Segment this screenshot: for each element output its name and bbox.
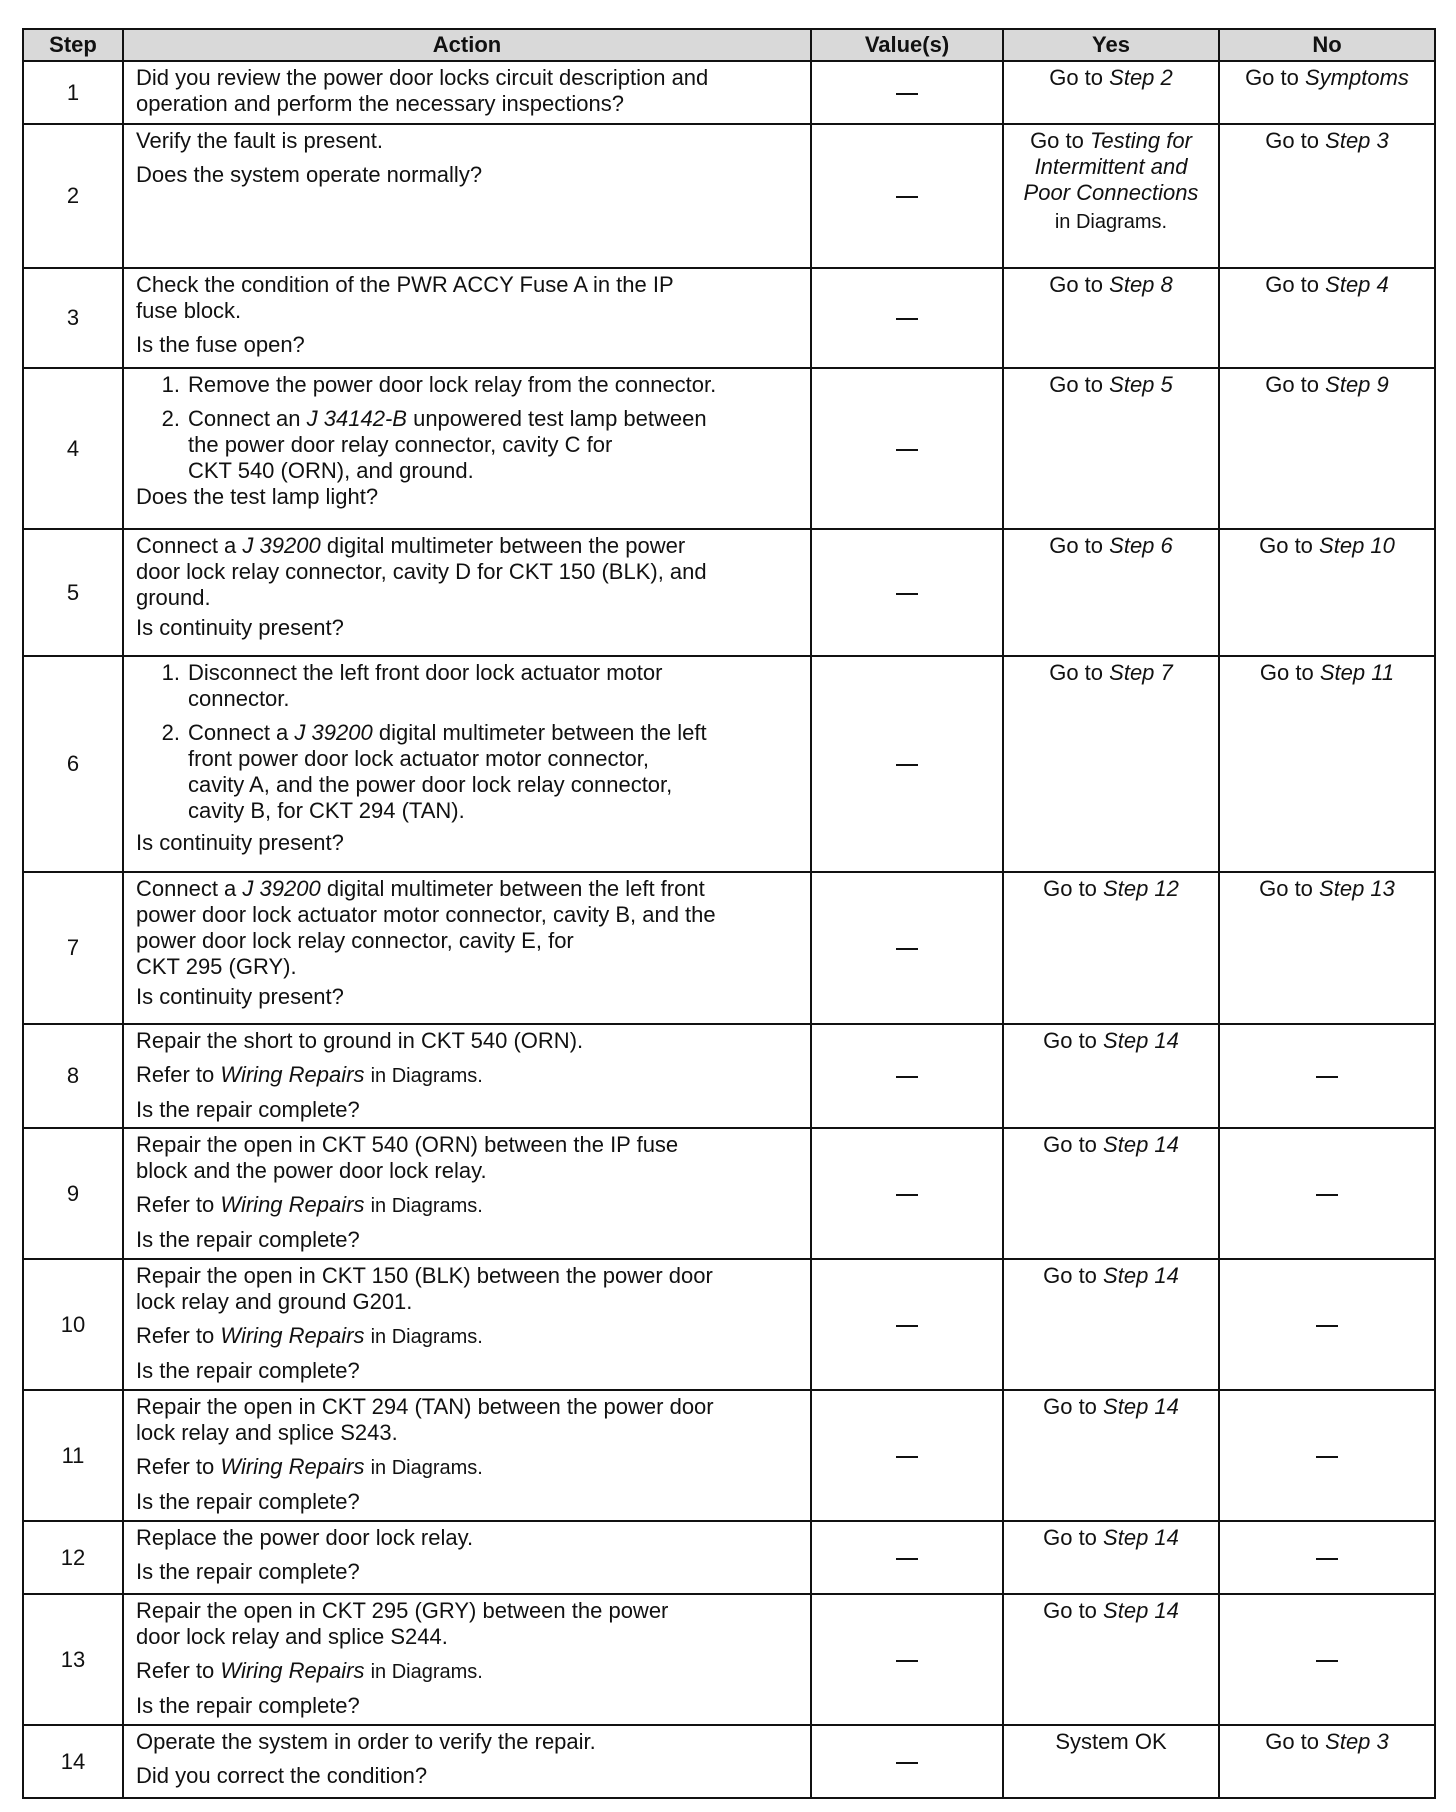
value-dash <box>896 948 918 950</box>
action-text: door lock relay connector, cavity D for CKT 150 (BLK), and <box>136 559 707 584</box>
no-dash <box>1316 1660 1338 1662</box>
value-dash <box>896 1325 918 1327</box>
header-action: Action <box>123 29 811 61</box>
table-row <box>23 1390 1435 1521</box>
action-text: power door lock actuator motor connector, cavity B, and the <box>136 902 716 927</box>
action-cell <box>123 656 811 872</box>
no-cell <box>1219 529 1435 656</box>
action-text: lock relay and splice S243. <box>136 1420 398 1445</box>
no-outcome: Go to Step 4 <box>1265 272 1389 297</box>
step-number: 3 <box>23 268 123 368</box>
value-cell <box>811 124 1003 268</box>
no-dash <box>1316 1194 1338 1196</box>
yes-outcome: Go to Step 14 <box>1043 1394 1179 1419</box>
value-cell <box>811 1390 1003 1521</box>
step-number: 14 <box>23 1725 123 1798</box>
action-cell <box>123 1128 811 1259</box>
action-cell <box>123 1594 811 1725</box>
value-dash <box>896 1660 918 1662</box>
value-dash <box>896 1194 918 1196</box>
value-cell <box>811 872 1003 1024</box>
action-text: Did you review the power door locks circuit description and <box>136 65 709 90</box>
tool-number: J 39200 <box>294 720 373 745</box>
refer-text: Refer to Wiring Repairs in Diagrams. <box>136 1454 483 1479</box>
no-cell <box>1219 61 1435 124</box>
yes-cell <box>1003 1024 1219 1128</box>
value-cell <box>811 1024 1003 1128</box>
substep-list <box>136 660 800 824</box>
no-outcome: Go to Step 10 <box>1259 533 1395 558</box>
table-row <box>23 1128 1435 1259</box>
value-dash <box>896 1558 918 1560</box>
action-text: Repair the open in CKT 150 (BLK) between the power door <box>136 1263 713 1288</box>
value-cell <box>811 529 1003 656</box>
action-text: operation and perform the necessary inspections? <box>136 91 624 116</box>
no-outcome: Go to Step 3 <box>1265 1729 1389 1754</box>
yes-outcome: Go to Step 12 <box>1043 876 1179 901</box>
no-cell <box>1219 268 1435 368</box>
step-number: 11 <box>23 1390 123 1521</box>
question-text: Is the repair complete? <box>136 1097 360 1122</box>
value-dash <box>896 1076 918 1078</box>
yes-outcome: Go to Step 8 <box>1049 272 1173 297</box>
step-number: 6 <box>23 656 123 872</box>
action-cell <box>123 1521 811 1594</box>
table-row <box>23 656 1435 872</box>
step-number: 4 <box>23 368 123 529</box>
action-text: Check the condition of the PWR ACCY Fuse A in the IP <box>136 272 674 297</box>
action-cell <box>123 268 811 368</box>
no-cell <box>1219 1521 1435 1594</box>
action-text: Verify the fault is present. <box>136 128 384 153</box>
action-text: fuse block. <box>136 298 242 323</box>
yes-outcome: Go to Step 5 <box>1049 372 1173 397</box>
no-outcome: Go to Symptoms <box>1245 65 1409 90</box>
refer-text: Refer to Wiring Repairs in Diagrams. <box>136 1192 483 1217</box>
action-cell <box>123 124 811 268</box>
no-cell <box>1219 656 1435 872</box>
header-values: Value(s) <box>811 29 1003 61</box>
step-number: 8 <box>23 1024 123 1128</box>
yes-outcome: Go to Step 6 <box>1049 533 1173 558</box>
action-cell <box>123 1259 811 1390</box>
yes-outcome: Go to Step 14 <box>1043 1525 1179 1550</box>
substep: 1. Remove the power door lock relay from the connector. <box>161 372 717 397</box>
action-text: Replace the power door lock relay. <box>136 1525 474 1550</box>
tool-number: J 39200 <box>242 876 321 901</box>
table-row <box>23 1024 1435 1128</box>
step-number: 1 <box>23 61 123 124</box>
step-number: 5 <box>23 529 123 656</box>
yes-outcome: Go to Step 2 <box>1049 65 1173 90</box>
diagnostic-table <box>22 28 1436 1799</box>
no-dash <box>1316 1456 1338 1458</box>
value-cell <box>811 1594 1003 1725</box>
yes-cell <box>1003 1390 1219 1521</box>
value-dash <box>896 764 918 766</box>
action-text: Operate the system in order to verify the repair. <box>136 1729 596 1754</box>
question-text: Is the repair complete? <box>136 1559 360 1584</box>
action-text: block and the power door lock relay. <box>136 1158 487 1183</box>
table-row <box>23 1259 1435 1390</box>
yes-cell <box>1003 1259 1219 1390</box>
action-text: Repair the open in CKT 540 (ORN) between the IP fuse <box>136 1132 679 1157</box>
yes-cell <box>1003 268 1219 368</box>
question-text: Is the repair complete? <box>136 1227 360 1252</box>
substep: 2. Connect a J 39200 digital multimeter between the left front power door lock actuator motor connector, cavity A, and the power door lock relay connector, cavity B, for CKT 294 (TAN). <box>161 720 707 823</box>
value-dash <box>896 1456 918 1458</box>
action-cell <box>123 368 811 529</box>
action-text: CKT 295 (GRY). <box>136 954 297 979</box>
substep: 1. Disconnect the left front door lock actuator motor connector. <box>161 660 663 711</box>
yes-outcome: Go to Step 14 <box>1043 1028 1179 1053</box>
step-number: 7 <box>23 872 123 1024</box>
header-yes: Yes <box>1003 29 1219 61</box>
action-cell <box>123 61 811 124</box>
no-cell <box>1219 1128 1435 1259</box>
substep-list <box>136 372 800 484</box>
value-cell <box>811 656 1003 872</box>
question-text: Is continuity present? <box>136 830 344 855</box>
value-cell <box>811 1259 1003 1390</box>
value-dash <box>896 449 918 451</box>
yes-cell <box>1003 1128 1219 1259</box>
table-row <box>23 1725 1435 1798</box>
step-number: 10 <box>23 1259 123 1390</box>
yes-cell <box>1003 529 1219 656</box>
refer-text: Refer to Wiring Repairs in Diagrams. <box>136 1062 483 1087</box>
yes-cell <box>1003 1594 1219 1725</box>
action-cell <box>123 1725 811 1798</box>
question-text: Is the repair complete? <box>136 1489 360 1514</box>
question-text: Is continuity present? <box>136 984 344 1009</box>
no-dash <box>1316 1076 1338 1078</box>
action-cell <box>123 1024 811 1128</box>
action-text: Connect a J 39200 digital multimeter between the left front <box>136 876 705 901</box>
header-step: Step <box>23 29 123 61</box>
header-row <box>23 29 1435 61</box>
step-number: 9 <box>23 1128 123 1259</box>
step-number: 12 <box>23 1521 123 1594</box>
no-outcome: Go to Step 9 <box>1265 372 1389 397</box>
no-cell <box>1219 1725 1435 1798</box>
value-cell <box>811 1521 1003 1594</box>
action-text: Repair the short to ground in CKT 540 (ORN). <box>136 1028 584 1053</box>
yes-cell <box>1003 368 1219 529</box>
value-cell <box>811 61 1003 124</box>
value-cell <box>811 1725 1003 1798</box>
value-cell <box>811 268 1003 368</box>
action-text: ground. <box>136 585 211 610</box>
action-text: Repair the open in CKT 295 (GRY) between the power <box>136 1598 669 1623</box>
no-cell <box>1219 124 1435 268</box>
value-cell <box>811 368 1003 529</box>
yes-cell <box>1003 1521 1219 1594</box>
no-dash <box>1316 1325 1338 1327</box>
substep: 2. Connect an J 34142-B unpowered test lamp between the power door relay connector, cavity C for CKT 540 (ORN), and ground. <box>161 406 707 483</box>
no-cell <box>1219 1594 1435 1725</box>
table-row <box>23 1521 1435 1594</box>
no-cell <box>1219 1024 1435 1128</box>
question-text: Is the repair complete? <box>136 1358 360 1383</box>
no-cell <box>1219 872 1435 1024</box>
question-text: Is the repair complete? <box>136 1693 360 1718</box>
no-cell <box>1219 1259 1435 1390</box>
tool-number: J 39200 <box>242 533 321 558</box>
table-row <box>23 529 1435 656</box>
action-text: door lock relay and splice S244. <box>136 1624 448 1649</box>
action-text: power door lock relay connector, cavity E, for <box>136 928 574 953</box>
table-row <box>23 872 1435 1024</box>
no-dash <box>1316 1558 1338 1560</box>
no-cell <box>1219 1390 1435 1521</box>
action-text: lock relay and ground G201. <box>136 1289 413 1314</box>
yes-cell <box>1003 61 1219 124</box>
yes-outcome: Go to Testing for Intermittent and Poor Connections in Diagrams. <box>1023 128 1199 233</box>
yes-cell <box>1003 656 1219 872</box>
action-cell <box>123 872 811 1024</box>
tool-number: J 34142-B <box>306 406 407 431</box>
refer-text: Refer to Wiring Repairs in Diagrams. <box>136 1323 483 1348</box>
table-row <box>23 268 1435 368</box>
yes-outcome: Go to Step 14 <box>1043 1132 1179 1157</box>
yes-outcome: System OK <box>1055 1729 1167 1754</box>
table-row <box>23 1594 1435 1725</box>
no-outcome: Go to Step 3 <box>1265 128 1389 153</box>
table-row <box>23 368 1435 529</box>
value-dash <box>896 1762 918 1764</box>
table-row <box>23 124 1435 268</box>
value-cell <box>811 1128 1003 1259</box>
value-dash <box>896 593 918 595</box>
yes-cell <box>1003 872 1219 1024</box>
refer-text: Refer to Wiring Repairs in Diagrams. <box>136 1658 483 1683</box>
action-text: Connect a J 39200 digital multimeter between the power <box>136 533 686 558</box>
value-dash <box>896 93 918 95</box>
value-dash <box>896 196 918 198</box>
yes-cell <box>1003 1725 1219 1798</box>
table-row <box>23 61 1435 124</box>
question-text: Did you correct the condition? <box>136 1763 428 1788</box>
yes-outcome: Go to Step 14 <box>1043 1263 1179 1288</box>
no-cell <box>1219 368 1435 529</box>
no-outcome: Go to Step 11 <box>1259 660 1395 685</box>
question-text: Does the test lamp light? <box>136 484 379 509</box>
question-text: Does the system operate normally? <box>136 162 483 187</box>
action-cell <box>123 529 811 656</box>
yes-outcome: Go to Step 14 <box>1043 1598 1179 1623</box>
question-text: Is continuity present? <box>136 615 344 640</box>
yes-outcome: Go to Step 7 <box>1049 660 1173 685</box>
step-number: 2 <box>23 124 123 268</box>
header-no: No <box>1219 29 1435 61</box>
yes-cell <box>1003 124 1219 268</box>
action-text: Repair the open in CKT 294 (TAN) between the power door <box>136 1394 714 1419</box>
question-text: Is the fuse open? <box>136 332 305 357</box>
no-outcome: Go to Step 13 <box>1259 876 1395 901</box>
step-number: 13 <box>23 1594 123 1725</box>
action-cell <box>123 1390 811 1521</box>
value-dash <box>896 318 918 320</box>
